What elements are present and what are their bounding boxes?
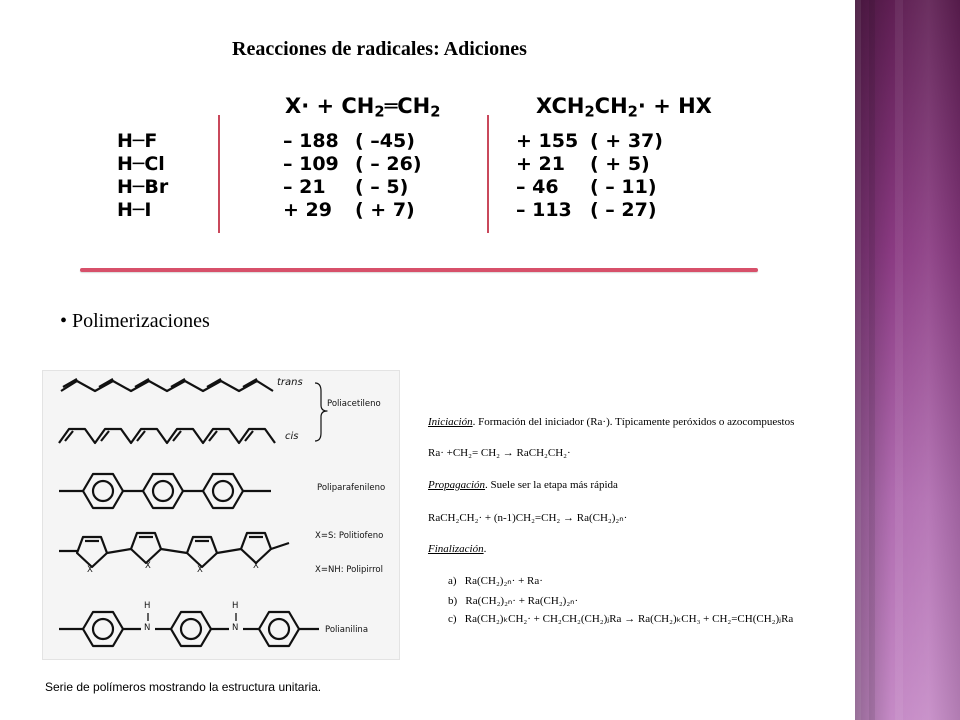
label-poliacetileno: Poliacetileno (327, 399, 381, 409)
label-x-4: X (253, 561, 259, 571)
finalizacion-step: c) Ra(CH₂)ₖCH₂· + CH₂CH₂(CH₂)ⱼRa → Ra(CH₂)ₖCH₃ + CH₂=CH(CH₂)ⱼRa (448, 613, 794, 625)
table-divider-left (218, 115, 220, 233)
propagacion-equation: RaCH₂CH₂· + (n-1)CH₂=CH₂ → Ra(CH₂)₂ₙ· (428, 512, 628, 524)
table-divider-right (487, 115, 489, 233)
decorative-side-band (855, 0, 960, 720)
abstraction-kj-column: + 155 + 21 – 46 – 113 (516, 130, 579, 221)
table-row: H─Br (117, 176, 169, 198)
polymer-structures-figure (42, 370, 400, 660)
table-row: H─F (117, 130, 158, 152)
label-n-1: N (144, 623, 151, 633)
slide-title: Reacciones de radicales: Adiciones (232, 38, 527, 60)
reactant-header: $X\cdot + CH_2═CH_2$ (285, 94, 441, 121)
bond-labels-column (117, 130, 168, 222)
label-x-1: X (87, 565, 93, 575)
label-h-2: H (232, 601, 239, 611)
label-n-2: N (232, 623, 239, 633)
table-row: H─I (117, 199, 152, 221)
polymer-structures-drawing (43, 371, 399, 659)
iniciacion-line: Iniciación. Formación del iniciador (Ra·). Típicamente peróxidos o azocompuestos (428, 416, 795, 428)
figure-caption: Serie de polímeros mostrando la estructura unitaria. (45, 680, 322, 694)
addition-kcal-column: ( –45) ( – 26) ( – 5) ( + 7) (355, 130, 422, 221)
label-polipirrol: X=NH: Polipirrol (315, 565, 383, 575)
finalizacion-step: b) Ra(CH₂)₂ₙ· + Ra(CH₂)₂ₙ· (448, 595, 579, 607)
table-row: H─Cl (117, 153, 165, 175)
label-cis: cis (285, 431, 299, 442)
label-x-3: X (197, 565, 203, 575)
propagacion-line: Propagación. Suele ser la etapa más rápida (428, 479, 618, 491)
finalizacion-step: a) Ra(CH₂)₂ₙ· + Ra· (448, 575, 543, 587)
iniciacion-equation: Ra· +CH₂= CH₂ → RaCH₂CH₂· (428, 447, 571, 459)
label-politiofeno: X=S: Politiofeno (315, 531, 384, 541)
label-x-2: X (145, 561, 151, 571)
label-polianilina: Polianilina (325, 625, 369, 635)
label-trans: trans (277, 377, 303, 388)
bullet-polimerizaciones: • Polimerizaciones (60, 310, 210, 332)
finalizacion-line: Finalización. (428, 543, 487, 555)
label-h-1: H (144, 601, 151, 611)
product-header: $XCH_2CH_2\cdot$ + HX (536, 94, 712, 121)
section-divider (80, 268, 758, 272)
abstraction-kcal-column: ( + 37) ( + 5) ( – 11) ( – 27) (590, 130, 663, 221)
addition-kj-column: – 188 – 109 – 21 + 29 (283, 130, 339, 221)
label-poliparafenileno: Poliparafenileno (317, 483, 386, 493)
